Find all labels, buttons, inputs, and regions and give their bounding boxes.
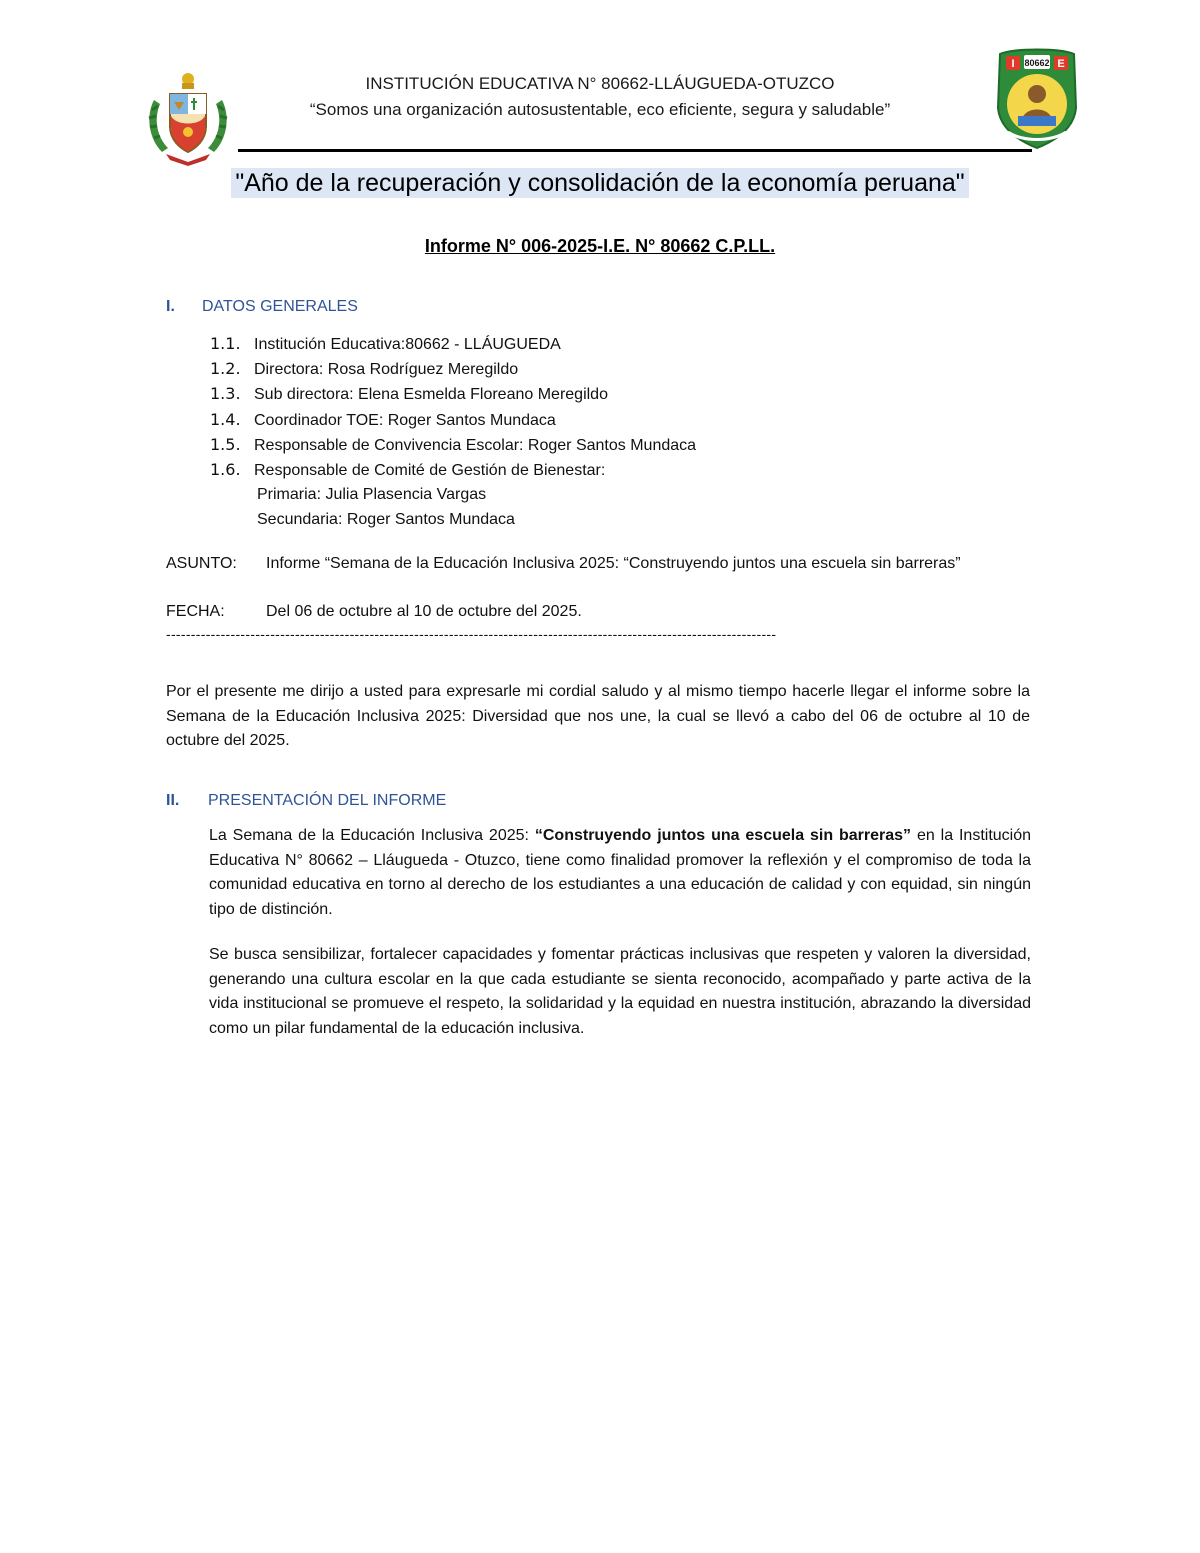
list-item-text: Sub directora: Elena Esmelda Floreano Meregildo: [254, 386, 608, 404]
list-item-text: Directora: Rosa Rodríguez Meregildo: [254, 361, 519, 379]
event-slogan: “Construyendo juntos una escuela sin barreras”: [534, 827, 912, 844]
header-divider: [238, 149, 1032, 152]
asunto-label: ASUNTO:: [166, 555, 237, 572]
asunto-value: Informe “Semana de la Educación Inclusiva 2025: “Construyendo juntos una escuela sin barreras”: [266, 555, 961, 572]
school-emblem-logo: [994, 46, 1080, 150]
list-item-text: Coordinador TOE: Roger Santos Mundaca: [254, 411, 556, 429]
general-data-list: [210, 331, 696, 532]
list-item-number: 1.2.: [210, 359, 241, 379]
emblem-number: 80662: [1024, 58, 1050, 68]
presentation-paragraph-2: Se busca sensibilizar, fortalecer capacidades y fomentar prácticas inclusivas que respeten y valoren la diversidad, generando una cultura escolar en la que cada estudiante se sienta reconocido, acompañado y parte activa de la vida institucional se promueve el respeto, la solidaridad y la equidad en nuestra institución, abrazando la diversidad como un pilar fundamental de la educación inclusiva.: [209, 946, 1031, 1037]
list-item-text: Institución Educativa:80662 - LLÁUGUEDA: [254, 336, 561, 353]
section-heading-datos-generales: [166, 298, 358, 316]
fecha-line: [166, 600, 582, 624]
section-title: DATOS GENERALES: [202, 298, 358, 315]
fecha-label: FECHA:: [166, 603, 225, 620]
presentation-paragraph-1: [209, 824, 1031, 922]
paragraph-text: en la Institución Educativa N° 80662 – Lláugueda - Otuzco, tiene como finalidad promover la reflexión y el compromiso de toda la comunidad educativa en torno al derecho de los estudiantes a una educación de calidad y con equidad, sin ningún tipo de distinción.: [209, 827, 1032, 918]
list-item: [210, 381, 696, 406]
emblem-letter-i: I: [1011, 58, 1015, 70]
list-item-number: 1.5.: [210, 434, 241, 454]
list-item-text: Responsable de Convivencia Escolar: Roger Santos Mundaca: [254, 436, 697, 454]
paragraph-text: La Semana de la Educación Inclusiva 2025:: [209, 827, 535, 844]
list-item: [210, 407, 696, 432]
section-number: II.: [166, 792, 180, 809]
list-item-number: 1.4.: [210, 409, 241, 429]
list-item: [210, 432, 696, 457]
emblem-letter-e: E: [1057, 58, 1065, 70]
intro-paragraph: Por el presente me dirijo a usted para expresarle mi cordial saludo y al mismo tiempo hacerle llegar el informe sobre la Semana de la Educación Inclusiva 2025: Diversidad que nos une, la cual se llevó a cabo del 06 de octubre al 10 de octubre del 2025.: [166, 683, 1030, 749]
list-item: [210, 356, 696, 381]
list-item-text: Responsable de Comité de Gestión de Bienestar:: [254, 461, 606, 479]
year-title: [0, 168, 1200, 198]
year-title-text: "Año de la recuperación y consolidación de la economía peruana": [231, 168, 968, 198]
report-title: Informe N° 006-2025-I.E. N° 80662 C.P.LL.: [424, 236, 776, 256]
asunto-line: [166, 552, 986, 576]
sub-list-item-primaria: Primaria: Julia Plasencia Vargas: [257, 486, 487, 504]
list-item: [210, 331, 696, 356]
dashed-separator: ---------------------------------------------------------------------------------------------------------------------------: [166, 626, 777, 642]
section-number: I.: [166, 298, 175, 315]
list-item-number: 1.3.: [210, 384, 241, 404]
sub-list-item-secundaria: Secundaria: Roger Santos Mundaca: [257, 511, 515, 529]
institution-motto: “Somos una organización autosustentable, eco eficiente, segura y saludable”: [309, 100, 891, 119]
list-item-number: 1.1.: [210, 334, 241, 353]
section-title: PRESENTACIÓN DEL INFORME: [208, 792, 447, 809]
list-item: [210, 457, 696, 482]
fecha-value: Del 06 de octubre al 10 de octubre del 2025.: [266, 603, 582, 620]
list-item-number: 1.6.: [210, 459, 241, 479]
section-heading-presentacion: [166, 792, 446, 810]
institution-name: INSTITUCIÓN EDUCATIVA N° 80662-LLÁUGUEDA-OTUZCO: [365, 74, 835, 93]
